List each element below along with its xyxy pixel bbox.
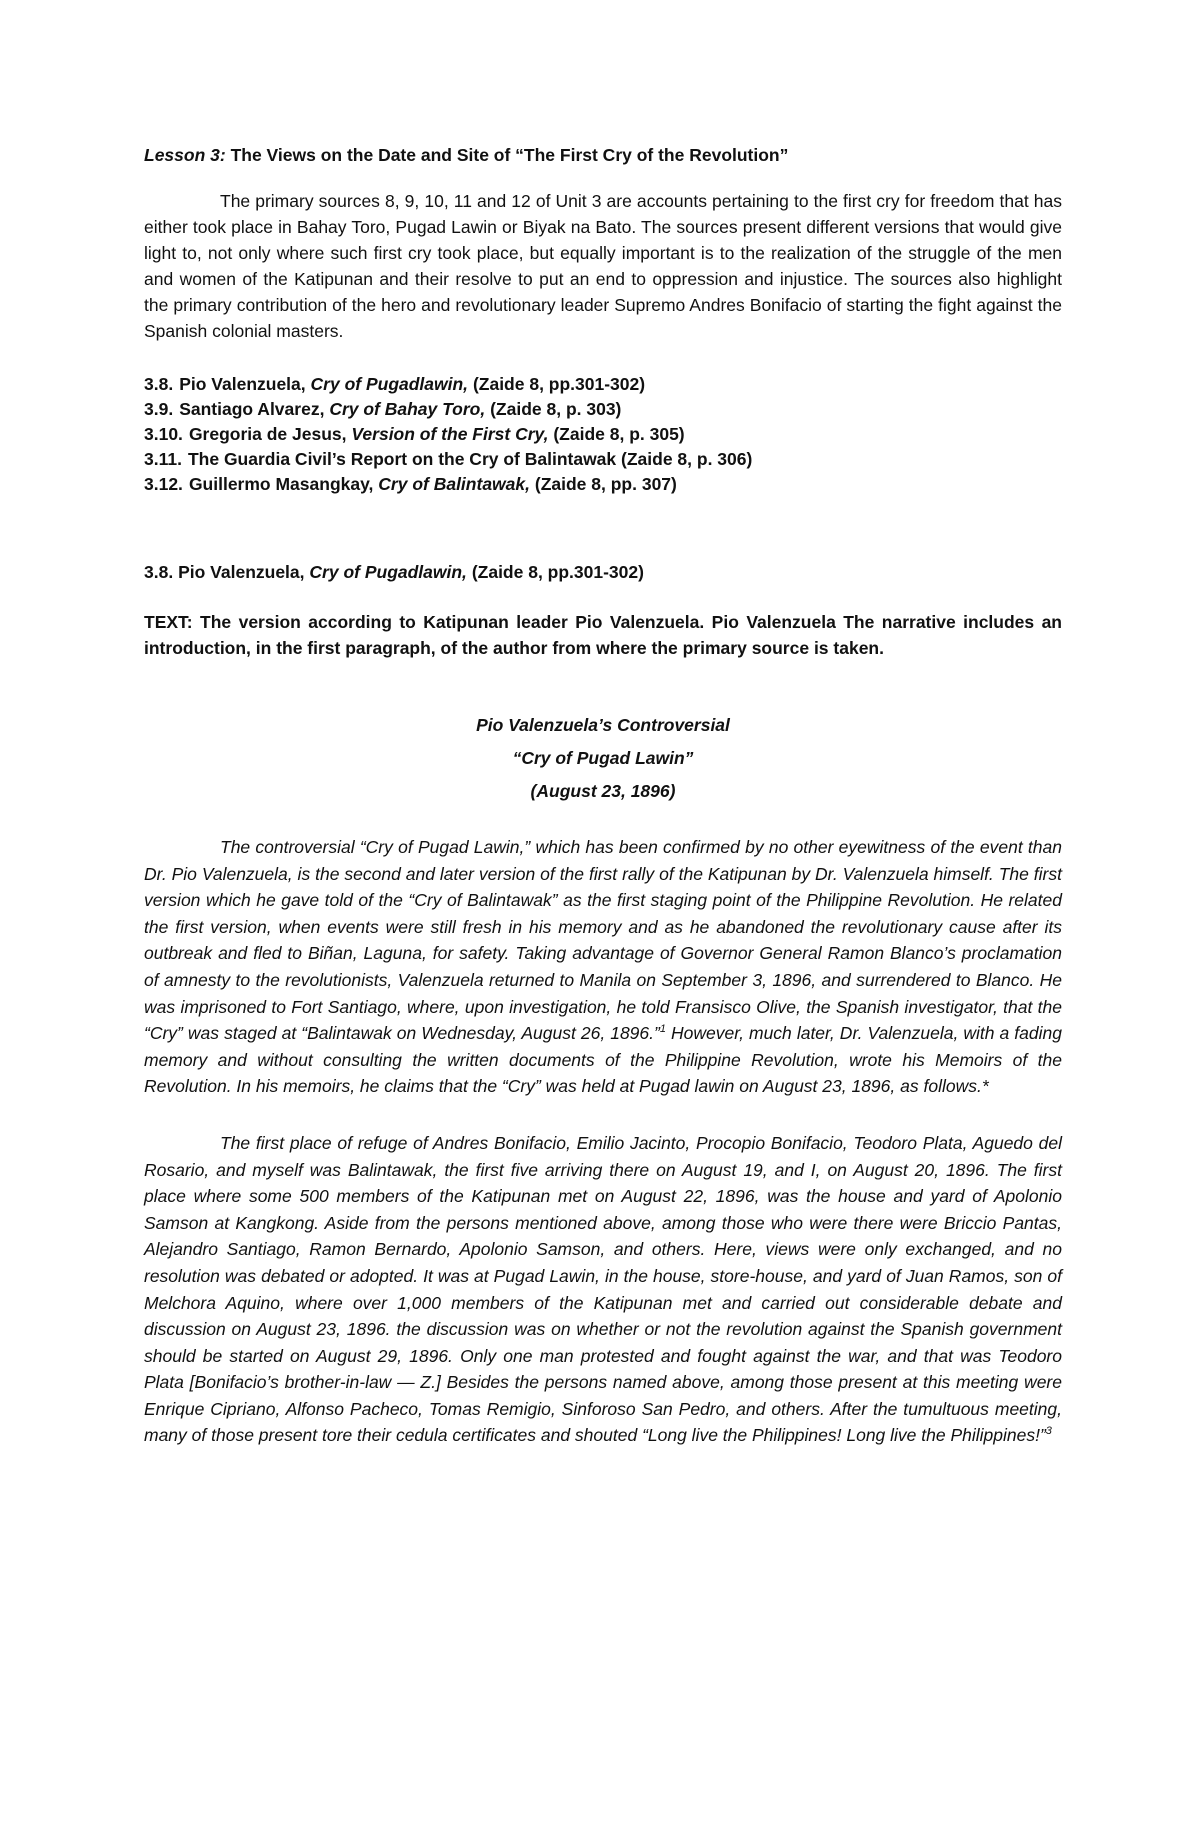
lesson-title-text: The Views on the Date and Site of “The First Cry of the Revolution”: [230, 145, 789, 165]
quote1-rest: However, much later, Dr. Valenzuela, with a fading memory and without consulting the written documents of the Philippine Revolution, wrote his Memoirs of the Revolution. In his memoirs, he claims that the “Cry” was held at Pugad lawin on August 23, 1896, as follows.*: [144, 1023, 1062, 1097]
source-ref: (Zaide 8, p. 303): [490, 399, 622, 419]
source-author: Pio Valenzuela,: [179, 374, 306, 394]
source-ref: (Zaide 8, pp.301-302): [472, 374, 646, 394]
quote-paragraph-1: [144, 834, 1062, 1100]
footnote-marker: 3: [1045, 1425, 1052, 1438]
source-author: Santiago Alvarez,: [179, 399, 325, 419]
footnote-marker: 1: [659, 1023, 666, 1036]
lesson-title: [144, 142, 1062, 168]
source-item: [144, 472, 1062, 497]
section-number: 3.8.: [144, 562, 174, 582]
intro-paragraph: The primary sources 8, 9, 10, 11 and 12 of Unit 3 are accounts pertaining to the first cry for freedom that has either took place in Bahay Toro, Pugad Lawin or Biyak na Bato. The sources present different versions that would give light to, not only where such first cry took place, but equally important is to the realization of the struggle of the men and women of the Katipunan and their resolve to put an end to oppression and injustice. The sources also highlight the primary contribution of the hero and revolutionary leader Supremo Andres Bonifacio of starting the fight against the Spanish colonial masters.: [144, 191, 1062, 341]
quote1-text: The controversial “Cry of Pugad Lawin,” which has been confirmed by no other eyewitness of the event than Dr. Pio Valenzuela, is the second and later version of the first rally of the Katipunan by Dr. Valenzuela himself. The first version which he gave told of the “Cry of Balintawak” as the first staging point of the Philippine Revolution. He related the first version, when events were still fresh in his memory and as he abandoned the revolutionary cause after its outbreak and fled to Biñan, Laguna, for safety. Taking advantage of Governor General Ramon Blanco’s proclamation of amnesty to the revolutionists, Valenzuela returned to Manila on September 3, 1896, and surrendered to Blanco. He was imprisoned to Fort Santiago, where, upon investigation, he told Fransisco Olive, the Spanish investigator, that the “Cry” was staged at “Balintawak on Wednesday, August 26, 1896.”: [144, 837, 1062, 1044]
text-note: TEXT: The version according to Katipunan leader Pio Valenzuela. Pio Valenzuela The narrative includes an introduction, in the first paragraph, of the author from where the primary source is taken.: [144, 612, 1062, 658]
page-content: [144, 142, 1062, 1449]
article-heading: [144, 709, 1062, 808]
source-item: [144, 447, 1062, 472]
source-author: Gregoria de Jesus,: [188, 424, 347, 444]
source-number: 3.11.: [144, 449, 182, 469]
source-author: Guillermo Masangkay,: [188, 474, 374, 494]
section-heading: [144, 559, 1062, 585]
source-number: 3.10.: [144, 424, 183, 444]
source-work: Version of the First Cry,: [351, 424, 549, 444]
source-number: 3.12.: [144, 474, 183, 494]
source-item: [144, 397, 1062, 422]
sources-list: [144, 372, 1062, 497]
article-heading-line3: (August 23, 1896): [530, 781, 676, 801]
quote-paragraph-2: [144, 1130, 1062, 1449]
article-heading-line2: “Cry of Pugad Lawin”: [512, 748, 694, 768]
source-work: Cry of Bahay Toro,: [329, 399, 486, 419]
section-work: Cry of Pugadlawin,: [309, 562, 467, 582]
source-item: [144, 372, 1062, 397]
article-heading-line1: Pio Valenzuela’s Controversial: [476, 715, 730, 735]
source-work: Cry of Pugadlawin,: [310, 374, 469, 394]
lesson-prefix: Lesson 3:: [144, 145, 226, 165]
source-ref: (Zaide 8, p. 306): [621, 449, 753, 469]
source-work: Cry of Balintawak,: [378, 474, 530, 494]
source-ref: (Zaide 8, pp. 307): [534, 474, 677, 494]
source-ref: (Zaide 8, p. 305): [553, 424, 685, 444]
source-number: 3.8.: [144, 374, 174, 394]
source-number: 3.9.: [144, 399, 174, 419]
section-author: Pio Valenzuela,: [178, 562, 305, 582]
section-ref: (Zaide 8, pp.301-302): [471, 562, 644, 582]
source-author: The Guardia Civil’s Report on the Cry of Balintawak: [187, 449, 617, 469]
source-item: [144, 422, 1062, 447]
quote2-text: The first place of refuge of Andres Bonifacio, Emilio Jacinto, Procopio Bonifacio, Teodoro Plata, Aguedo del Rosario, and myself was Balintawak, the first five arriving there on August 19, and I, on August 20, 1896. The first place where some 500 members of the Katipunan met on August 22, 1896, was the house and yard of Apolonio Samson at Kangkong. Aside from the persons mentioned above, among those who were there were Briccio Pantas, Alejandro Santiago, Ramon Bernardo, Apolonio Samson, and others. Here, views were only exchanged, and no resolution was debated or adopted. It was at Pugad Lawin, in the house, store-house, and yard of Juan Ramos, son of Melchora Aquino, where over 1,000 members of the Katipunan met and carried out considerable debate and discussion on August 23, 1896. the discussion was on whether or not the revolution against the Spanish government should be started on August 29, 1896. Only one man protested and fought against the war, and that was Teodoro Plata [Bonifacio’s brother-in-law — Z.] Besides the persons named above, among those present at this meeting were Enrique Cipriano, Alfonso Pacheco, Tomas Remigio, Sinforoso San Pedro, and others. After the tumultuous meeting, many of those present tore their cedula certificates and shouted “Long live the Philippines! Long live the Philippines!”: [144, 1132, 1062, 1446]
